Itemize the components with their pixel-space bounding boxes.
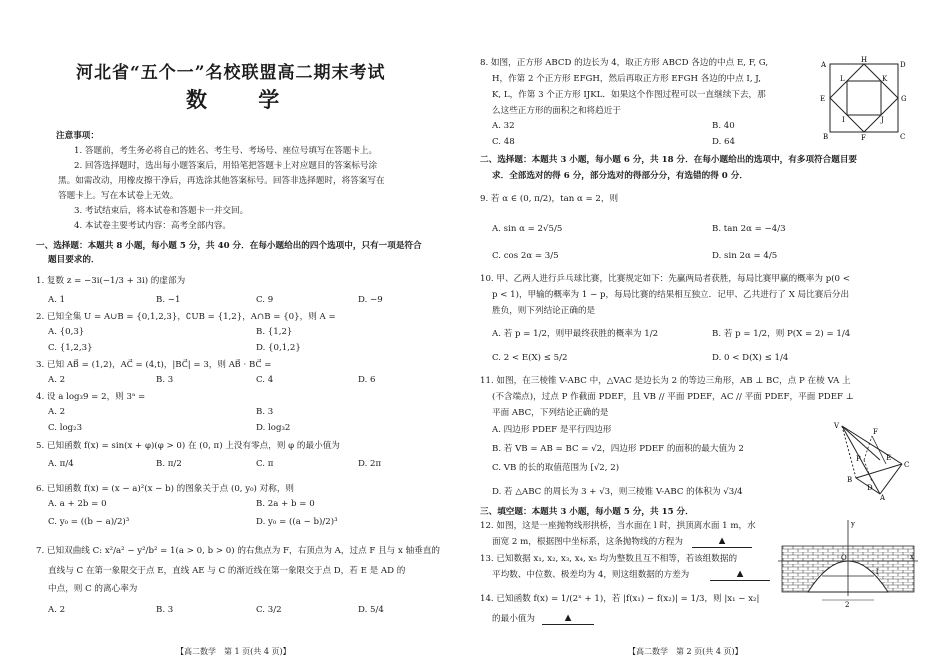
q8-option-a: A. 32 <box>492 121 515 131</box>
fig11-label-b: B <box>847 476 853 484</box>
right-column <box>480 0 925 672</box>
q6-option-b: B. 2a + b = 0 <box>256 499 315 509</box>
q6-option-d: D. y₀ = ((a − b)/2)³ <box>256 517 338 527</box>
bridge-label-y: y <box>851 520 855 528</box>
left-column <box>28 0 468 672</box>
q9-option-a: A. sin α = 2√5/5 <box>492 224 563 234</box>
question-10-cont: p < 1)，甲输的概率为 1 − p，每局比赛的结果相互独立．记甲、乙共进行了 X 局比赛后分出 <box>492 290 850 300</box>
question-14: 14. 已知函数 f(x) = 1/(2ˣ + 1)，若 |f(x₁) − f(x₂)| = 1/3，则 |x₁ − x₂| <box>480 594 760 604</box>
question-4: 4. 设 a log₃9 = 2，则 3ᵃ = <box>36 392 146 402</box>
fig8-label-c: C <box>900 133 906 140</box>
notice-line: 3. 考试结束后，将本试卷和答题卡一并交回。 <box>74 206 249 216</box>
bridge-label-width: 2 <box>845 601 850 608</box>
fig8-label-k: K <box>882 75 888 83</box>
q14-answer-blank: ▲ <box>542 612 594 625</box>
q7-option-b: B. 3 <box>156 605 174 615</box>
q7-option-d: D. 5/4 <box>358 605 384 615</box>
question-11-cont: (不含端点)，过点 P 作截面 PDEF，且 VB // 平面 PDEF，AC // 平面 PDEF，平面 PDEF ⊥ <box>492 392 854 402</box>
q10-option-c: C. 2 < E(X) ≤ 5/2 <box>492 353 568 363</box>
question-5: 5. 已知函数 f(x) = sin(x + φ)(φ > 0) 在 (0, π) 上没有零点，则 φ 的最小值为 <box>36 441 340 451</box>
question-7-cont: 直线与 C 在第一象限交于点 E，直线 AE 与 C 的渐近线在第一象限交于点 D，若 E 是 AD 的 <box>48 566 406 576</box>
question-1: 1. 复数 z = −3i(−1/3 + 3i) 的虚部为 <box>36 276 186 286</box>
fig8-label-i: I <box>842 116 845 124</box>
fig8-label-d: D <box>900 61 906 69</box>
question-8: 8. 如图，正方形 ABCD 的边长为 4，取正方形 ABCD 各边的中点 E, F, G, <box>480 58 769 68</box>
question-10: 10. 甲、乙两人进行乒乓球比赛，比赛规定如下：先赢两局者获胜，每局比赛甲赢的概率为 p(0 < <box>480 274 850 284</box>
question-6: 6. 已知函数 f(x) = (x − a)²(x − b) 的图象关于点 (0, y₀) 对称，则 <box>36 484 295 494</box>
q8-option-b: B. 40 <box>712 121 735 131</box>
arch-bridge-figure <box>778 516 918 608</box>
q5-option-c: C. π <box>256 459 274 469</box>
nested-squares-figure <box>818 56 910 140</box>
q10-option-b: B. 若 p = 1/2，则 P(X = 2) = 1/4 <box>712 329 851 339</box>
q5-option-d: D. 2π <box>358 459 382 469</box>
notice-line: 答题卡上。写在本试卷上无效。 <box>58 191 179 201</box>
q7-option-a: A. 2 <box>48 605 66 615</box>
page-footer: 【高二数学 第 2 页(共 4 页)】 <box>628 647 743 656</box>
q11-option-a: A. 四边形 PDEF 是平行四边形 <box>492 425 612 435</box>
section-2-heading-cont: 求．全部选对的得 6 分，部分选对的得部分分，有选错的得 0 分． <box>492 171 748 181</box>
page-footer: 【高二数学 第 1 页(共 4 页)】 <box>176 647 291 656</box>
question-12-cont: 面宽 2 m，根据图中坐标系，这条抛物线的方程为 <box>492 537 683 547</box>
question-7: 7. 已知双曲线 C: x²/a² − y²/b² = 1(a > 0, b > 0) 的右焦点为 F，右顶点为 A，过点 F 且与 x 轴垂直的 <box>36 546 440 556</box>
q5-option-b: B. π/2 <box>156 459 182 469</box>
question-8-cont: K, L，作第 3 个正方形 IJKL．如果这个作图过程可以一直继续下去，那 <box>492 90 766 100</box>
q8-option-d: D. 64 <box>712 137 735 147</box>
q12-answer-blank: ▲ <box>692 535 752 548</box>
q11-option-d: D. 若 △ABC 的周长为 3 + √3，则三棱锥 V-ABC 的体积为 √3/4 <box>492 487 743 497</box>
q10-option-a: A. 若 p = 1/2，则甲最终获胜的概率为 1/2 <box>492 329 659 339</box>
q9-option-c: C. cos 2α = 3/5 <box>492 251 559 261</box>
fig11-label-e: E <box>886 454 892 462</box>
question-11: 11. 如图，在三棱锥 V-ABC 中，△VAC 是边长为 2 的等边三角形，AB ⊥ BC，点 P 在棱 VA 上 <box>480 376 851 386</box>
q4-option-c: C. log₂3 <box>48 423 83 433</box>
question-3: 3. 已知 AB⃗ = (1,2)，AC⃗ = (4,t)，|BC⃗| = 3，则 AB⃗ · BC⃗ = <box>36 360 272 370</box>
question-8-cont: 么这些正方形的面积之和将趋近于 <box>492 106 621 116</box>
q8-option-c: C. 48 <box>492 137 515 147</box>
question-14-cont: 的最小值为 <box>492 614 535 624</box>
q11-option-c: C. VB 的长的取值范围为 [√2, 2) <box>492 463 620 473</box>
notice-line: 4. 本试卷主要考试内容：高考全部内容。 <box>74 221 232 231</box>
q4-option-d: D. log₃2 <box>256 423 291 433</box>
q3-option-c: C. 4 <box>256 375 274 385</box>
question-9: 9. 若 α ∈ (0, π/2)，tan α = 2，则 <box>480 194 619 204</box>
fig11-label-p: P <box>856 455 861 463</box>
q6-option-c: C. y₀ = ((b − a)/2)³ <box>48 517 130 527</box>
fig8-label-j: J <box>881 116 884 124</box>
fig8-label-a: A <box>821 61 827 69</box>
question-11-cont: 平面 ABC，下列结论正确的是 <box>492 408 609 418</box>
q9-option-b: B. tan 2α = −4/3 <box>712 224 786 234</box>
q1-option-a: A. 1 <box>48 295 66 305</box>
question-13-cont: 平均数、中位数、极差均为 4，则这组数据的方差为 <box>492 570 690 580</box>
section-1-heading-cont: 题目要求的． <box>48 255 100 265</box>
question-12: 12. 如图，这是一座抛物线形拱桥，当水面在 l 时，拱顶离水面 1 m，水 <box>480 521 756 531</box>
exam-title: 河北省“五个一”名校联盟高二期末考试 <box>76 63 386 83</box>
q2-option-a: A. {0,3} <box>48 327 85 337</box>
q11-option-b: B. 若 VB = AB = BC = √2，四边形 PDEF 的面积的最大值为 2 <box>492 444 744 454</box>
q3-option-b: B. 3 <box>156 375 174 385</box>
q13-answer-blank: ▲ <box>710 568 770 581</box>
q9-option-d: D. sin 2α = 4/5 <box>712 251 778 261</box>
fig8-label-e: E <box>820 95 826 103</box>
fig8-label-h: H <box>861 56 868 64</box>
fig8-label-l: L <box>840 75 845 83</box>
notice-title: 注意事项： <box>56 131 99 141</box>
q10-option-d: D. 0 < D(X) ≤ 1/4 <box>712 353 789 363</box>
q5-option-a: A. π/4 <box>48 459 74 469</box>
fig11-label-v: V <box>834 422 840 430</box>
subject-title: 数 学 <box>186 87 302 112</box>
q6-option-a: A. a + 2b = 0 <box>48 499 107 509</box>
fig8-label-f: F <box>861 134 866 140</box>
pyramid-figure <box>830 420 912 500</box>
fig11-label-d: D <box>867 484 873 492</box>
bridge-label-x: x <box>910 553 914 561</box>
fig11-label-a: A <box>880 494 886 500</box>
fig11-label-c: C <box>904 461 910 469</box>
q2-option-d: D. {0,1,2} <box>256 343 301 353</box>
fig11-label-f: F <box>873 428 878 436</box>
fig8-label-g: G <box>901 95 907 103</box>
fig8-label-b: B <box>823 133 829 140</box>
section-3-heading: 三、填空题：本题共 3 小题，每小题 5 分，共 15 分． <box>480 507 694 517</box>
section-2-heading: 二、选择题：本题共 3 小题，每小题 6 分，共 18 分．在每小题给出的选项中，有多项符合题目要 <box>480 155 858 165</box>
question-7-cont: 中点，则 C 的离心率为 <box>48 584 138 594</box>
question-10-cont: 胜负，则下列结论正确的是 <box>492 306 596 316</box>
question-2: 2. 已知全集 U = A∪B = {0,1,2,3}，∁UB = {1,2}，A∩B = {0}，则 A = <box>36 312 336 322</box>
q7-option-c: C. 3/2 <box>256 605 282 615</box>
bridge-label-o: O <box>841 554 847 562</box>
bridge-label-l: l <box>876 568 879 576</box>
q4-option-a: A. 2 <box>48 407 66 417</box>
q2-option-b: B. {1,2} <box>256 327 293 337</box>
question-13: 13. 已知数据 x₁, x₂, x₃, x₄, x₅ 均为整数且互不相等，若该组数据的 <box>480 554 738 564</box>
q3-option-d: D. 6 <box>358 375 376 385</box>
q1-option-c: C. 9 <box>256 295 274 305</box>
notice-line: 1. 答题前，考生务必将自己的姓名、考生号、考场号、座位号填写在答题卡上。 <box>74 146 378 156</box>
q4-option-b: B. 3 <box>256 407 274 417</box>
q3-option-a: A. 2 <box>48 375 66 385</box>
notice-line: 黑。如需改动，用橡皮擦干净后，再选涂其他答案标号。回答非选择题时，将答案写在 <box>58 176 385 186</box>
q2-option-c: C. {1,2,3} <box>48 343 93 353</box>
question-8-cont: H，作第 2 个正方形 EFGH，然后再取正方形 EFGH 各边的中点 I, J, <box>492 74 761 84</box>
section-1-heading: 一、选择题：本题共 8 小题，每小题 5 分，共 40 分．在每小题给出的四个选项中，只有一项是符合 <box>36 241 422 251</box>
q1-option-b: B. −1 <box>156 295 181 305</box>
q1-option-d: D. −9 <box>358 295 383 305</box>
notice-line: 2. 回答选择题时，选出每小题答案后，用铅笔把答题卡上对应题目的答案标号涂 <box>74 161 378 171</box>
